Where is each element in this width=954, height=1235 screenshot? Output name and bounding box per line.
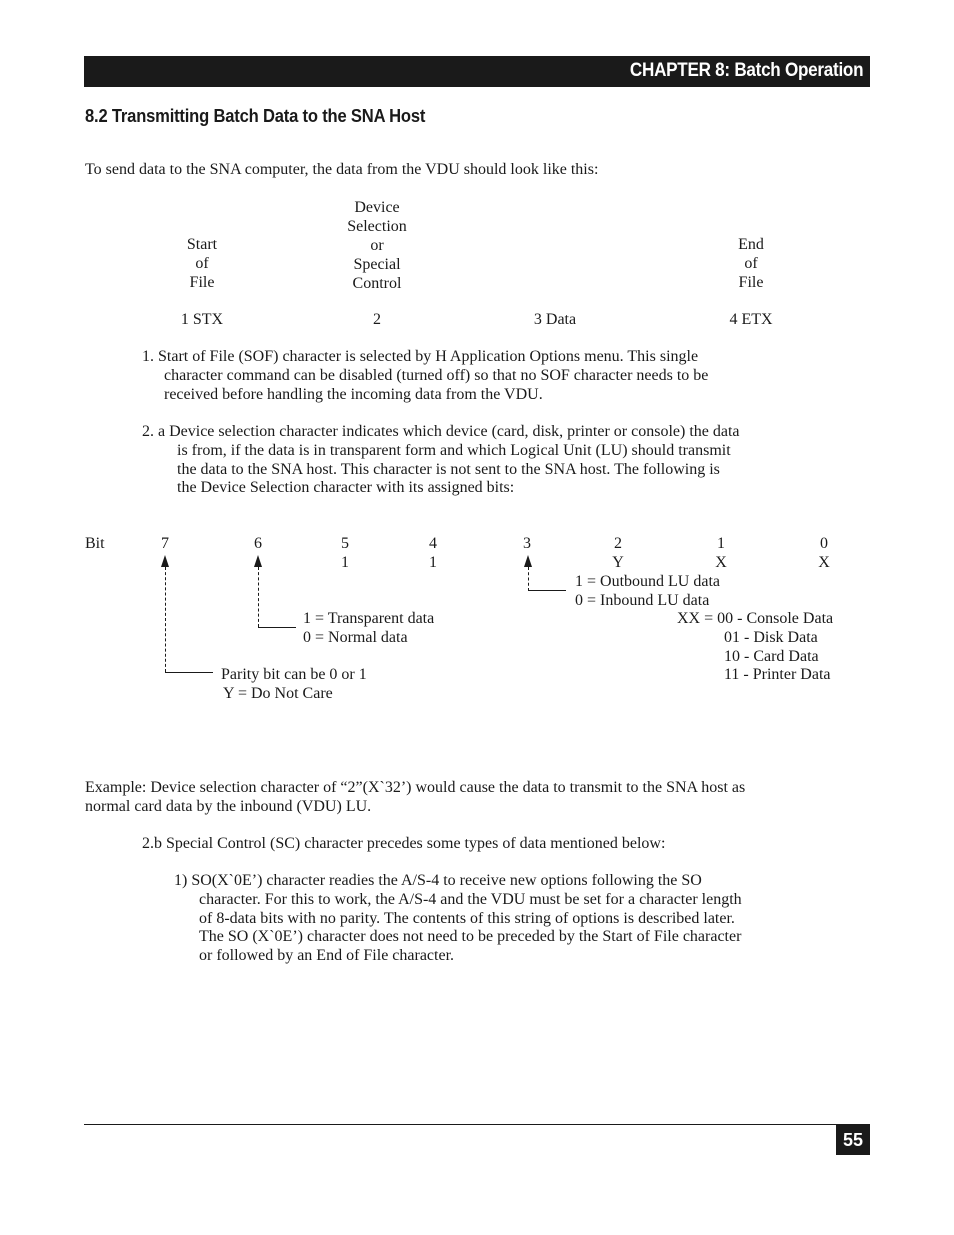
bit-5-value: 1: [341, 554, 349, 571]
chapter-header-bar: [84, 56, 870, 87]
footer-rule: [84, 1124, 870, 1125]
bit-7: 7: [161, 535, 169, 552]
stx-value: 1 STX: [180, 311, 224, 328]
start-of-file-label: Start of File: [186, 236, 218, 291]
bit-7-note-dont-care: Y = Do Not Care: [223, 685, 333, 702]
bit-3-note-outbound: 1 = Outbound LU data: [575, 573, 720, 590]
bit-3-arrow-icon: [524, 555, 532, 567]
bit-row-label: Bit: [85, 535, 105, 552]
bit-3: 3: [523, 535, 531, 552]
bit-6-note-normal: 0 = Normal data: [303, 629, 408, 646]
bit-4: 4: [429, 535, 437, 552]
bit-3-leader-line: [528, 567, 529, 591]
bit-2: 2: [614, 535, 622, 552]
bit-7-leader-line: [165, 567, 166, 672]
bit-3-leader-tick: [528, 590, 566, 591]
bit-1: 1: [717, 535, 725, 552]
bit-1-value: X: [715, 554, 727, 571]
bit-6-arrow-icon: [254, 555, 262, 567]
device-selection-label: Device Selection or Special Control: [347, 199, 407, 292]
xx-note-console: XX = 00 - Console Data: [677, 610, 834, 627]
bit-0: 0: [820, 535, 828, 552]
end-of-file-label: End of File: [738, 236, 764, 291]
section-heading: 8.2 Transmitting Batch Data to the SNA Host: [85, 106, 426, 126]
bit-5: 5: [341, 535, 349, 552]
xx-note-printer: 11 - Printer Data: [724, 666, 831, 683]
bit-7-note-parity: Parity bit can be 0 or 1: [221, 666, 367, 683]
bit-7-arrow-icon: [161, 555, 169, 567]
bit-4-value: 1: [429, 554, 437, 571]
intro-paragraph: To send data to the SNA computer, the data from the VDU should look like this:: [85, 161, 599, 178]
bit-3-note-inbound: 0 = Inbound LU data: [575, 592, 710, 609]
chapter-title: CHAPTER 8: Batch Operation: [629, 60, 863, 81]
bit-0-value: X: [818, 554, 830, 571]
bit-6-leader-tick: [258, 627, 296, 628]
etx-value: 4 ETX: [729, 311, 773, 328]
bit-2-value: Y: [612, 554, 624, 571]
bit-7-leader-tick: [165, 672, 213, 673]
bit-6: 6: [254, 535, 262, 552]
bit-6-note-transparent: 1 = Transparent data: [303, 610, 435, 627]
page-number: 55: [836, 1125, 870, 1155]
bit-6-leader-line: [258, 567, 259, 627]
device-selection-value: 2: [373, 311, 381, 328]
xx-note-disk: 01 - Disk Data: [724, 629, 818, 646]
data-value: 3 Data: [533, 311, 577, 328]
xx-note-card: 10 - Card Data: [724, 648, 819, 665]
item-2b: 2.b Special Control (SC) character precedes some types of data mentioned below:: [142, 835, 666, 852]
